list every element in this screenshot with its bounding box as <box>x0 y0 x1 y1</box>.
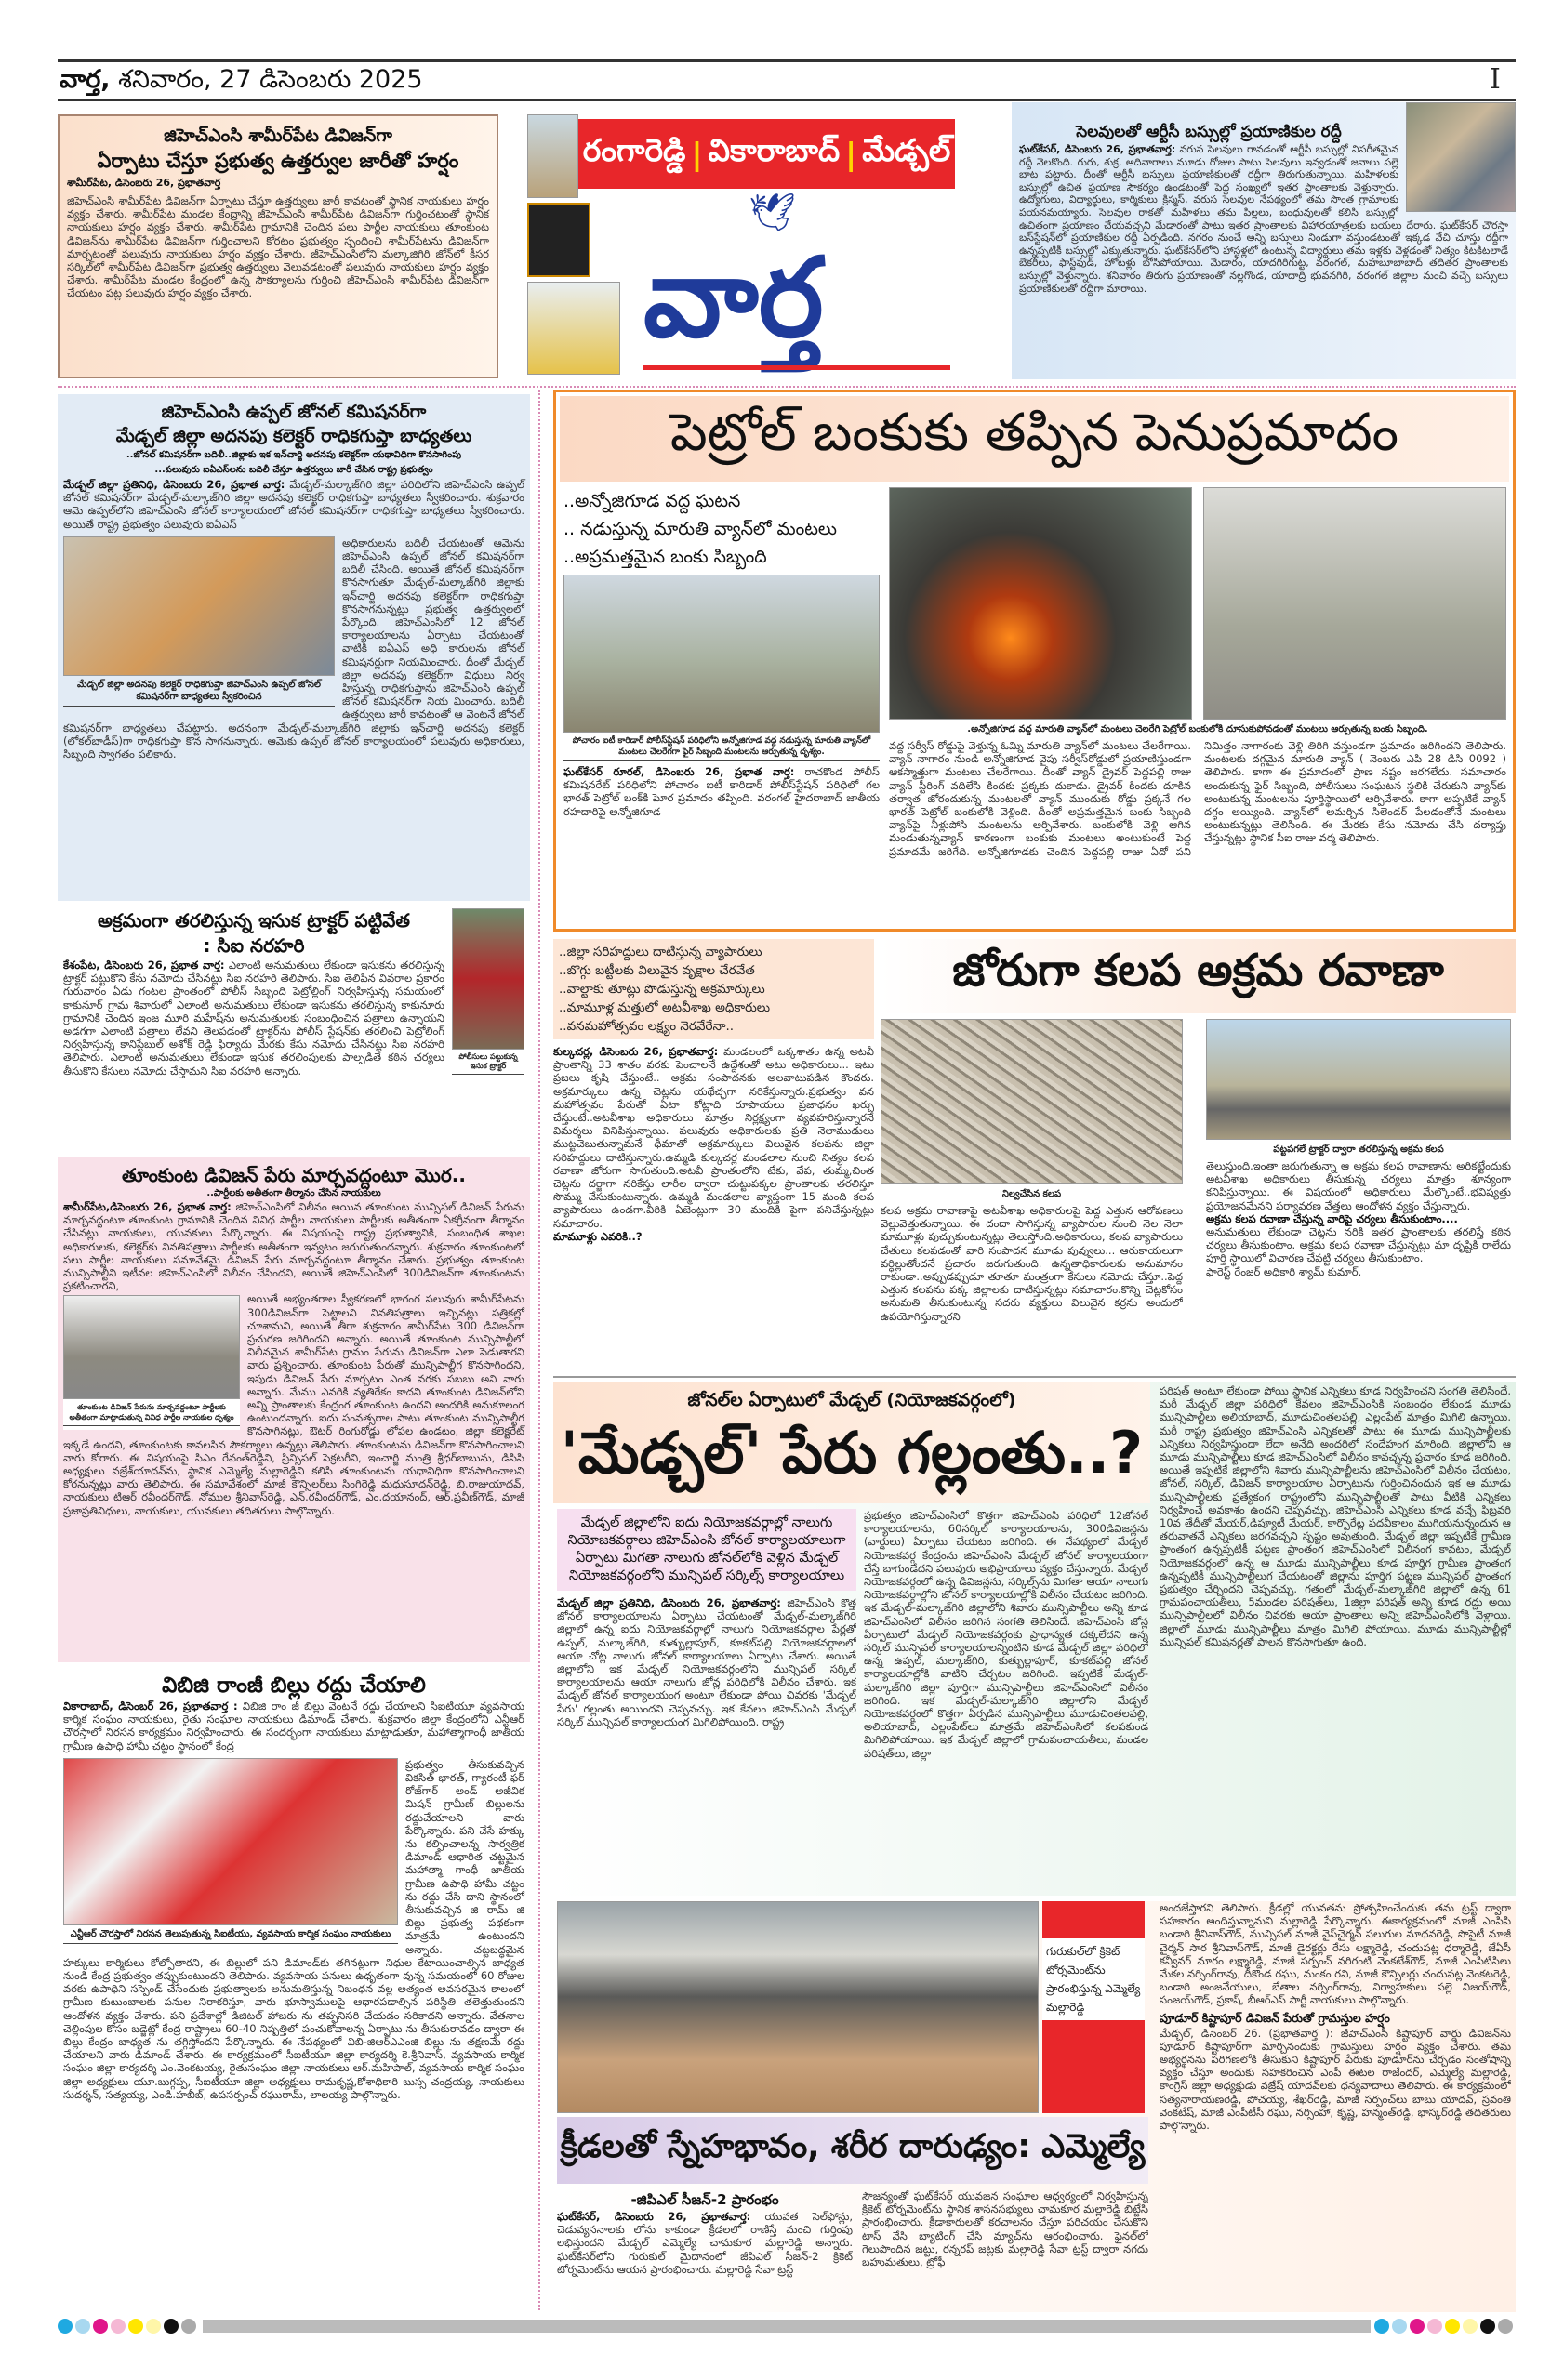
highlight-box: మేడ్చల్ జిల్లాలోని ఐదు నియోజకవర్గాల్లో నాలుగు నియోజకవర్గాలు జిహెచ్ఎంసి జోనల్ కార్యాలయాలుగా ఏర్పాటు మిగతా నాలుగు జోనల్‌లోకి వెళ్లిన మేడ్చల్ నియోజకవర్గంలోని మున్సిపల్ సర్కిల్స్ కార్యాలయాలు <box>557 1509 856 1591</box>
color-registration-dot <box>128 2319 143 2334</box>
article-body: వద్ద సర్వీస్ రోడ్డుపై వెళ్తున్న ఓమ్ని మారుతి వ్యాన్‌లో మంటలు చేలరేగాయి. వ్యాన్ నాగారం నుండి అన్నోజిగూడ వైపు సర్వీస్‌రోడ్డులో ప్రయాణిస్తుండగా ఆకస్మాత్తుగా మంటలు చేలరేగాయి. దీంతో వ్యాన్ డ్రైవర్ పెద్దపల్లి రాజు వ్యాన్ స్టీరింగ్ వదిలేసి కిందకు ప్రక్కకు దుకాడు. డ్రైవర్ కిందకు దూకిన తర్వాత జోరందుకున్న మంటలతో వ్యాన్ ముందుకు రోడ్డు ప్రక్కనే గల భారత్ పెట్రోల్ బంకులోకి వెళ్లింది. దీంతో అప్రమత్తమైన బంకు సిబ్బంది వ్యాన్‌పై నీళ్లుపోసి మంటలను ఆర్పివేశారు. బంకులోకి వెళ్లి ఆగిన మండుతున్నవ్యాన్ కారణంగా బంకుకు మంటలు అంటుకుంటే పెద్ద ప్రమాదమే జరిగేది. అన్నోజిగూడకు చెందిన పెద్దపల్లి రాజు ఏదో పని నిమిత్తం నాగారంకు వెళ్లి తిరిగి వస్తుండగా ప్రమాదం జరిగిందని తెలిపారు. మంటలకు దగ్గమైన మారుతి వ్యాన్ ( నెంబరు ఎపి 28 డిసి 0092 ) తెలిపారు. కాగా ఈ ప్రమాదంలో ప్రాణ నష్టం జరగలేదు. సమాచారం అందుకున్న ఫైర్ సిబ్బంది, పోలీసులు సంఘటన స్థలికి చేరుకుని వ్యాన్‌కు అంటుకున్న మంటలను పూర్తిస్థాయిలో ఆర్పివేశారు. కాగా అప్పటికే వ్యాన్ దగ్ధం అయ్యింది. వ్యాన్‌లో అమర్చిన సిలెండర్ పేలడంతోనే మంటలు అంటుకున్నట్లు తెలిసింది. ఈ మేరకు కేసు నమోదు చేసి దర్యాప్తు చేస్తున్నట్లు స్థానిక సీఐ రాజు వర్మ తెలిపారు. <box>889 739 1506 858</box>
brand-logo: వార్త <box>643 233 824 362</box>
dateline: శామీర్‌పేట,డిసెంబరు 26, ప్రభాత వార్త: <box>63 1200 232 1213</box>
color-marks-left <box>58 2319 199 2334</box>
photo-block <box>63 536 335 710</box>
section-divider <box>58 386 1516 388</box>
headline: సెలవులతో ఆర్టీసీ బస్సుల్లో ప్రయాణికుల రద్దీ <box>1076 123 1342 141</box>
article-body: జిహెచ్ఎంసి కొత్త జోనల్ కార్యాలయాలను ఏర్పాటు చేయటంతో మేడ్చల్-మల్కాజ్‌గిరి జిల్లాలో ఉన్న ఐదు నియోజకవర్గాల్లో నాలుగు నియోజకవర్గాల పేర్లతో ఉప్పల్, మల్కాజ్‌గిరి, కుత్బుల్లాపూర్, కూకట్‌పల్లి నియోజకవర్గాలలో ఆయా చోట్ల నాలుగు జోనల్ కార్యాలయాలు ఏర్పాటు చేశారు. అయితే జిల్లాలోని ఇక మేడ్చల్ నియోజకవర్గంలోని మున్సిపల్ సర్కిల్ కార్యాలయాలను ఆయా నాలుగు జోన్ల పరిధిలోకి విలీనం చేశారు. ఇక మేడ్చల్ జోనల్ కార్యాలయంగ అంటూ లేకుండా పోయి చివరకు 'మేడ్చల్ పేరు' గల్లంతు అయిందని చెప్పవచ్చు. ఇక కేవలం జిహెచ్ఎంసి మేడ్చల్ సర్కిల్ మున్సిపల్ కార్యాలయంగ మిగిలిపోయింది. రాష్ట్ర <box>557 1596 856 1728</box>
color-registration-dot <box>111 2319 126 2334</box>
bunk-aftermath-photo <box>1203 487 1506 720</box>
medchal-left-column <box>557 1509 856 1894</box>
photo-block <box>452 908 524 1078</box>
article-body: అందజేస్తారని తెలిపారు. క్రీడల్లో యువతను ప్రోత్సహించేందుకు తమ ట్రస్ట్ ద్వారా సహకారం అందిస్తున్నామని మల్లారెడ్డి పేర్కొన్నారు. ఈకార్యక్రమంలో మాజీ ఎంపిపి బండారి శ్రీనివాస్‌గౌడ్, మున్సిపల్ మాజీ వైస్‌చైర్మన్ పలుగుల మాధవరెడ్డి, సొసైటీ మాజీ చైర్మన్ సార శ్రీనివాస్‌గౌడ్, మాజీ డైరక్టర్లు రేసు లక్ష్మారెడ్డి, చందుపట్ల ధర్మారెడ్డి, జేఏసీ కన్వీనర్ మారం లక్ష్మారెడ్డి, మాజీ సర్పంచ్ వరిగంటి వెంకటేశ్‌గౌడ్, మాజీ ఎంపిటిసిలు మేకల నర్సింగ్‌రావు, దీకొండ రఘు, మంకం రవి, మాజీ కౌన్సిలర్లు చందుపట్ల వెంకటరెడ్డి, బండారి అంజనేయులు, బేతాల నర్సింగ్‌రావు, నిర్వాహకులు పల్లె విజయ్‌గౌడ్, సంజయ్‌గౌడ్, ప్రకాష్, బీఆర్ఎస్ పార్టీ నాయకులు పాల్గొన్నారు. <box>1160 1901 1511 2007</box>
color-registration-dot <box>1410 2319 1425 2334</box>
caption-accent <box>1042 2020 1145 2113</box>
caption-accent <box>1042 1901 1145 1938</box>
dateline: మేడ్చల్ జిల్లా ప్రతినిధి, డిసెంబరు 26, ప్రభాతవార్త: <box>557 1596 781 1609</box>
bullet-item: ..అన్నోజిగూడ వద్ద ఘటన <box>563 491 741 511</box>
color-registration-dot <box>1427 2319 1442 2334</box>
photo-caption: మేడ్చల్ జిల్లా అదనపు కలెక్టర్ రాధికగుప్తా జిహెచ్ఎంసి ఉప్పల్ జోనల్ కమిషనర్‌గా బాధ్యతలు స్వీకరించిన <box>63 676 335 707</box>
article-body: వరుస సెలవులు రావడంతో ఆర్టీసీ బస్సుల్లో విపరీతమైన రద్దీ నెలకొంది. గురు, శుక్ర, ఆదివారాలు మూడు రోజుల పాటు సెలవులు ఇవ్వడంతో జనాలు పల్లె బాట పట్టారు. దీంతో ఆర్టీసీ బస్సులు ప్రయాణికులతో రద్దీగా తిరుగుతున్నాయి. మహిళలకు బస్సుల్లో ఉచిత ప్రయాణ సౌకర్యం ఉండటంతో పెద్ద సంఖ్యలో ఇతర ప్రాంతాలకు వెళ్తున్నారు. ఉద్యోగులు, విద్యార్థులు, కార్మికులు క్రిస్మస్, వరుస సెలవుల నేపథ్యంలో తమ సొంత గ్రామాలకు పయనమయ్యారు. సెలవుల రాకతో మహిళలు తమ పిల్లలు, బంధువులతో కలిసి బస్సుల్లో ఉచితంగా ప్రయాణం చేయవచ్చని మేడారంతో పాటు ఇతర ప్రాంతాలకు విహారయాత్రలకు బయలు దేరారు. ఘట్‌కేసర్ చౌరస్తా బస్‌స్టేషన్‌లో ప్రయాణికుల రద్దీ ఏర్పడింది. నగరం నుంచే అన్ని బస్సులు నిండుగా వస్తుండటంతో ఇక్కడ వేచి చూస్తు రద్దీగా ఉన్నప్పటికీ బస్సుల్లో ఎక్కుతున్నారు. ఘట్‌కేసర్‌లోని హాస్టళ్లలో ఉంటున్న విద్యార్థులు తమ ఇళ్లకు వెళ్లడంతో నిత్యం కిటకిటలాడే బేకరీలు, ఫాస్ట్‌ఫుడ్, హోటళ్లు బోసిపోయాయి. మేడారం, యాదగిరిగుట్ట, వరంగల్, మహబూబాబాద్ తదితర ప్రాంతాలకు బస్సుల్లో వెళ్తున్నారు. శనివారం తిరుగు ప్రయాణంతో నల్లగొండ, యాదాద్రి భువనగిరి, వరంగల్ జిల్లాల నుంచి వచ్చే బస్సులు ప్రయాణికులతో రద్దీగా మారాయి. <box>1019 143 1508 295</box>
burning-van-photo <box>889 487 1192 720</box>
photo-block <box>63 1758 398 1948</box>
headline-band <box>553 1382 1150 1503</box>
district-name: రంగారెడ్డి <box>582 132 686 168</box>
landmark-photo <box>527 282 620 375</box>
article-body: ప్రభుత్వం జిహెచ్ఎంసిలో కొత్తగా జిహెచ్ఎంసి పరిధిలో 12జోనల్ కార్యాలయాలను, 60సర్కిల్ కార్యాలయాలను, 300డివిజన్లను (వార్డులు) ఏర్పాటు చేయటం జరిగింది. ఈ నేపథ్యంలో మేడ్చల్ నియోజకవర్గ కేంద్రంను జిహెచ్ఎంసి మేడ్చల్ జోనల్ కార్యాలయంగా చేస్తే బాగుండేదని పలువురు అభిప్రాయాలు వ్యక్తం చేస్తున్నారు. మేడ్చల్ నియోజకవర్గంలో ఉన్న డివిజన్లను, సర్కిల్స్‌ను మిగతా ఆయా నాలుగు నియోజకవర్గాల్లోని జోనల్ కార్యాలయాల్లోకి విలీనం చేయటం జరిగింది. ఇక మేడ్చల్-మల్కాజ్‌గిరి జిల్లాలోని శివారు మున్సిపాల్టీలు అన్ని కూడ జిహెచ్ఎంసిలో విలీనం జరిగిన సంగతి తెలిసిందే. జిహెచ్ఎంసి జోన్ల ఏర్పాటులో మేడ్చల్ నియోజకవర్గంకు ప్రాధాన్యత దక్కలేదని ఉన్న సర్కిల్ మున్సిపల్ కార్యాలయాలన్నింటిని కూడ మేడ్చల్ జిల్లా పరిధిలో ఉన్న ఉప్పల్, మల్కాజ్‌గిరి, కుత్బుల్లాపూర్, కూకట్‌పల్లి జోనల్ కార్యాలయాల్లోకి వాటిని చేర్చటం జరిగింది. ఇప్పటికే మేడ్చల్-మల్కాజ్‌గిరి జిల్లా పూర్తిగా మున్సిపాల్టీలు జిహెచ్ఎంసిలో విలీనం జరిగింది. ఇక మేడ్చల్-మల్కాజ్‌గిరి జిల్లాలోని మేడ్చల్ నియోజకవర్గంలో కొత్తగా ఏర్పడిన మున్సిపాల్టీలు మూడుచింతలపల్లి, అలియాబాద్, ఎల్లంపేట్‌లు మాత్రమే జిహెచ్ఎంసిలో కలపకుండ మిగిలిపోయాయి. ఇక మేడ్చల్ జిల్లాలో గ్రామపంచాయతీలు, మండల పరిషత్‌లు, జిల్లా <box>864 1509 1148 1760</box>
bullet-item: ..వనమహోత్సవం లక్ష్యం నెరవేరేనా.. <box>559 1019 735 1034</box>
dateline: కుల్కచర్ల, డిసెంబరు 26, ప్రభాతవార్త: <box>553 1045 719 1058</box>
article-body: జిహెచ్ఎంసిలో విలీనం అయిన తూంకుంట మున్సిపల్ డివిజన్ పేరును మార్చవద్దంటూ తూంకుంట గ్రామానికి చెందిన వివిధ పార్టీల నాయకులు పార్టీలకు అతీతంగా ఏకగ్రీవంగా తీర్మానం చేసినట్లు నాయకులు, యువకులు పేర్కొన్నారు. ఈ విషయంపై రాష్ట్ర ప్రభుత్వానికి, సంబంధిత శాఖల అధికారులకు, కలెక్టర్‌కు వినతిపత్రాలు పార్టీలకు అతీతంగా ఇవ్వటం జరుగుతుందన్నారు. శుక్రవారం తూంకుంటలో పలు పార్టీల నాయకులు సమావేశమై డివిజన్ పేరు మార్చవద్దంటూ తీర్మానం చేశారు. ప్రభుత్వం తూంకుంట మున్సిపాల్టీని ఇటీవల జిహెచ్ఎంసిలో విలీనం చేసిందని, అయితే జిహెచ్ఎంసిలో 300డివిజన్‌గా తూంకుంటను ప్రకటించారని, <box>63 1200 525 1293</box>
logo-underline <box>643 365 950 370</box>
photo-caption: .అన్నోజిగూడ వద్ద మారుతి వ్యాన్‌లో మంటలు చెలరేగి పెట్రోల్ బంకులోకి దూసుకుపోవడంతో మంటలు ఆర్పుతున్న బంకు సిబ్బంది. <box>967 724 1428 734</box>
leaders-group-photo <box>63 1295 240 1399</box>
bullet-item: ..అప్రమత్తమైన బంకు సిబ్బంది <box>563 547 767 567</box>
photo-caption: నిల్వచేసిన కలప <box>1001 1189 1062 1199</box>
subheadline: ...పలువురు ఐఏఎస్‌లను బదిలీ చేస్తూ ఉత్తర్వులు జారీ చేసిన రాష్ట్ర ప్రభుత్వం <box>154 465 433 475</box>
color-registration-dot <box>75 2319 90 2334</box>
headline: జోరుగా కలప అక్రమ రవాణా <box>881 939 1516 1013</box>
article-cricket-tournament <box>553 1901 1516 2312</box>
page-header <box>60 65 423 100</box>
headline: ఏర్పాటు చేస్తూ ప్రభుత్వ ఉత్తర్వుల జారీతో హర్షం <box>97 150 459 172</box>
headline: జిహెచ్ఎంసి శామీర్‌పేట డివిజన్‌గా <box>164 126 392 146</box>
bus-station-photo <box>1406 102 1516 212</box>
bullet-item: ..మామూళ్ల మత్తులో అటవీశాఖ అధికారులు <box>559 1000 771 1015</box>
fire-crew-photo <box>563 575 880 733</box>
dateline: మేడ్చల్ జిల్లా ప్రతినిధి, డిసెంబరు 26, ప్రభాత వార్త: <box>63 478 285 491</box>
headline: విబిజి రాంజీ బిల్లు రద్దు చేయాలి <box>162 1673 426 1698</box>
photo-block <box>63 1295 240 1430</box>
headline: తూంకుంట డివిజన్ పేరు మార్చవద్దంటూ మొర.. <box>122 1164 466 1186</box>
subheading: అక్రమ కలప రవాణా చేస్తున్న వారిపై చర్యలు తీసుకుంటాం.... <box>1206 1211 1458 1225</box>
subheadline: ..జోనల్ కమిషనర్‌గా బదిలీ..జిల్లాకు ఇక ఇన్‌చార్జి అదనపు కలెక్టర్‌గా యథావిధిగా కొనసాగింపు <box>126 450 462 460</box>
color-registration-dot <box>146 2319 161 2334</box>
dove-icon: 🕊 <box>749 192 796 234</box>
article-medchal-name <box>553 1382 1516 1896</box>
petrol-left-column <box>563 487 880 928</box>
color-registration-dot <box>164 2319 179 2334</box>
color-registration-dot <box>1498 2319 1513 2334</box>
article-body: మేడ్చల్, డిసెంబర్ 26. (ప్రభాతవార్త ): జీహెచ్ఎంసీ కిష్టాపూర్ వార్డు డివిజన్‌ను పూడూర్ కిష్టాపూర్‌గా మార్చినందుకు గ్రామస్తులు హర్షం వ్యక్తం చేశారు. తమ అభ్యర్థనను పరిగణలోకి తీసుకుని కిష్టాపూర్ పేరుకు పూడూర్‌ను చేర్చడం సంతోషాన్ని వ్యక్తం చేస్తూ అందుకు సహకరించిన ఎంపీ ఈటల రాజేందర్, ఎమ్మెల్యే మల్లారెడ్డి, కాంగ్రెస్ జిల్లా అధ్యక్షుడు వజ్రేష్ యాదవ్‌లకు ధన్యవాదాలు తెలిపారు. ఈ కార్యక్రమంలో సత్యనారాయణరెడ్డి, పోచయ్య, శేఖర్‌రెడ్డి, మాజీ సర్పంచ్‌లు బాబు యాదవ్, స్రవంతి వెంకటేష్, మాజీ ఎంపీటీసీ రఘు, నర్సింహా, కృష్ణ, హన్మంత్‌రెడ్డి, భాస్కర్‌రెడ్డి తదితరులు పాల్గొన్నారు. <box>1160 2026 1511 2133</box>
headline: జిహెచ్ఎంసి ఉప్పల్ జోనల్ కమిషనర్‌గా <box>161 402 427 422</box>
article-vbg-bill <box>58 1668 530 2309</box>
article-body: యువత సెల్‌ఫోన్లు, చెడువ్యసనాలకు లోను కాకుండా క్రీడలలో రాణిస్తే మంచి గుర్తింపు లభిస్తుందని మేడ్చల్ ఎమ్మెల్యే చామకూర మల్లారెడ్డి అన్నారు. ఘట్‌కేసర్‌లోని గురుకుల్ మైదానంలో జీపిఎల్ సీజన్-2 క్రికెట్ టోర్నమెంట్‌ను ఆయన ప్రారంభించారు. మల్లారెడ్డి సేవా ట్రస్ట్ <box>557 2210 853 2276</box>
bullet-item: ..జిల్లా సరిహద్దులు దాటిస్తున్న వ్యాపారులు <box>559 945 762 959</box>
district-banner <box>578 119 955 189</box>
headline: అక్రమంగా తరలిస్తున్న ఇసుక ట్రాక్టర్ పట్టివేత <box>98 909 410 932</box>
header-date: శనివారం, 27 డిసెంబరు 2025 <box>118 65 423 94</box>
headline: 'మేడ్చల్' పేరు గల్లంతు..? <box>560 1419 1144 1487</box>
subheadline: ..పార్టీలకు అతీతంగా తీర్మానం చేసిన నాయకులు <box>206 1188 381 1198</box>
district-name: వికారాబాద్ <box>708 132 841 168</box>
dateline: వికారాబాద్, డిసెంబర్ 26, ప్రభాతవార్త : <box>63 1699 238 1712</box>
article-body: రాచకొండ పోలీస్ కమిషనరేట్ పరిధిలోని పోచారం ఐటీ కారిడార్ పోలీస్‌స్టేషన్ పరిధిలో గల భారత్ పెట్రోల్ బంక్‌కి ఘోర ప్రమాదం తప్పింది. వరంగల్ హైదరాబాద్ జాతీయ రహదారిపై అన్నోజిగూడ <box>563 765 880 818</box>
subheading: పూడూర్ కిష్టాపూర్ డివిజన్ పేరుతో గ్రామస్తుల హర్షం <box>1160 2010 1390 2025</box>
headline: : సిఐ నరహరి <box>203 934 305 957</box>
photo-caption: ఎన్టీఆర్ చౌరస్తాలో నిరసన తెలుపుతున్న సిఐటీయు, వ్యవసాయ కార్మిక సంఘం నాయకులు <box>63 1925 398 1944</box>
color-registration-dot <box>181 2319 196 2334</box>
dateline: ఘట్‌కేసర్ రూరల్, డిసెంబరు 26, ప్రభాత వార్త: <box>563 765 795 778</box>
bullet-item: ..వాల్టాకు తూట్లు పొడుస్తున్న అక్రమార్కులు <box>559 982 765 997</box>
photo-caption: పోచారం ఐటీ కారిడార్ పోలీస్‌స్టేషన్ పరిధిలోని అన్నోజిగూడ వద్ద నడుస్తున్న మారుతి వ్యాన్‌లో మంటలు చెలరేగగా ఫైర్ సిబ్బంది మంటలను ఆర్పుతున్న దృశ్యం. <box>563 733 880 761</box>
photo-caption: పట్టపగలే ట్రాక్టర్ ద్వారా తరలిస్తున్న అక్రమ కలప <box>1273 1144 1444 1155</box>
edition-logo <box>527 114 955 384</box>
photo-caption-box <box>1042 1901 1145 2113</box>
photo-caption: గురుకుల్‌లో క్రికెట్ టోర్నమెంట్‌ను ప్రారంభిస్తున్న ఎమ్మెల్యే మల్లారెడ్డి <box>1046 1945 1141 2014</box>
petrol-right-column <box>889 487 1506 928</box>
article-shamirpet <box>58 114 498 378</box>
dateline: కేశంపేట, డిసెంబరు 26, ప్రభాత వార్త: <box>63 959 225 972</box>
headline: పెట్రోల్ బంకుకు తప్పిన పెనుప్రమాదం <box>560 396 1509 482</box>
timber-tractor-photo <box>1206 1019 1511 1140</box>
bullet-item: .. నడుస్తున్న మారుతి వ్యాన్‌లో మంటలు <box>563 519 837 539</box>
tractor-photo <box>452 908 524 1050</box>
color-registration-dot <box>93 2319 108 2334</box>
article-body: అధికారులను బదిలీ చేయటంతో ఆమెను జిహెచ్ఎంసి ఉప్పల్ జోనల్ కమిషనర్‌గా బదిలీ చేసింది. అయితే జోనల్ కమిషనర్‌గా కొనసాగుతూ మేడ్చల్-మల్కాజ్‌గిరి జిల్లాకు ఇన్‌చార్జి అదనపు కలెక్టర్‌గా రాధికగుప్తా కొనసాగనున్నట్లు ప్రభుత్వ ఉత్తర్వులలో పేర్కొంది. జిహెచ్ఎంసిలో 12 జోనల్ కార్యాలయాలను ఏర్పాటు చేయటంతో వాటికి ఐఏఎస్ అధి కారులను జోనల్ కమిషనర్లుగా నియమించారు. దీంతో మేడ్చల్ జిల్లా అదనపు కలెక్టర్‌గా విధులు నిర్వ హిస్తున్న రాధికగుప్తాను జిహెచ్ఎంసి ఉప్పల్ జోనల్ కమిషనర్‌గా నియ మించారు. బదిలీ ఉత్తర్వులు జారీ కావటంతో ఆ వెంటనే జోనల్ కమిషనర్‌గా బాధ్యతలు చేపట్టారు. అదనంగా మేడ్చల్-మల్కాజ్‌గిరి జిల్లాకు ఇన్‌చార్జి అదనపు కలెక్టర్ (లోకల్‌బాడీస్)గా రాధికగుప్తా కొన సాగనున్నారు. ఆమెకు ఉప్పల్ జోనల్ కార్యాలయంలో పలువురు అధికారులు, సిబ్బంది స్వాగతం పలికారు. <box>63 536 524 761</box>
article-body: మండలంలో ఒక్కశాతం ఉన్న అటవీ ప్రాంతాన్ని 33 శాతం వరకు పెంచాలనే ఉద్దేశంతో అటు అధికారులు... ఇటు ప్రజలు కృషి చేస్తుంటే.. అక్రమ సంపాదనకు అలవాటుపడిన కొందరు. అక్రమార్కులు ఉన్న చెట్లను యథేచ్ఛగా నరికేస్తున్నారు.ప్రభుత్వం వన మహోత్సవం పేరుతో ఏటా కోట్లాది రూపాయలు ప్రజాధనం ఖర్చు చేస్తుంటే..అటవీశాఖ అధికారులు మాత్రం నిర్లక్ష్యంగా వ్యవహరిస్తున్నారనే విమర్శలు వినిపిస్తున్నాయి. పలువురు అధికారులకు ప్రతి నెలాముడులు ముట్టచెబుతున్నామనే ధీమాతో అక్రమార్కులు విలువైన కలపను జిల్లా సరిహద్దులు దాటిస్తున్నారు.ఉమ్మడి కుల్కచర్ల మండలాల నుంచి నిత్యం కలప రవాణా జోరుగా సాగుతుంది.అటవీ ప్రాంతంలోని టేకు, వేప, తుమ్మ,చింత చెట్లను దర్జాగా నరికేస్తు లారీల ద్వారా చుట్టుపక్కల ప్రాంతాలకు తరలిస్తూ సొమ్ము చేసుకుంటున్నారు. ఉమ్మడి మండలాల వ్యాప్తంగా 15 మంది కలప వ్యాపారులు ఉండగా.వీరికి ఏజెంట్లుగా 30 మందికి పైగా పనిచేస్తున్నట్లు సమాచారం. <box>553 1045 874 1230</box>
article-body: అనుమతులు లేకుండా చెట్లను నరికి ఇతర ప్రాంతాలకు తరలిస్తే కఠిన చర్యలు తీసుకుంటాం. అక్రమ కలప రవాణా చేస్తున్నట్లు మా దృష్టికి రాలేదు పూర్తి స్థాయిలో విచారణ చేపట్టి చర్యలు తీసుకుంటాం. <box>1206 1225 1511 1265</box>
article-uppal-commissioner <box>58 394 530 901</box>
cricket-inauguration-photo <box>557 1901 1039 2113</box>
kalapa-right-column <box>1206 1019 1511 1374</box>
article-body: తెలుస్తుంది.ఇంతా జరుగుతున్నా ఆ అక్రమ కలప రావాణాను అరికట్టేందుకు అటవీశాఖ అధికారులు తీసుకున్న చర్యలు మాత్రం శూన్యంగా కనిపిస్తున్నాయి. ఈ విషయంలో అధికారులు మేల్కొంటే..భవిష్యత్తు ప్రయోజనమేనని పర్యావరణ వేత్తలు ఆందోళన వ్యక్తం చేస్తున్నారు. <box>1206 1159 1511 1212</box>
article-body: జిహెచ్ఎంసి శామీర్‌పేట డివిజన్‌గా ఏర్పాటు చేస్తూ ఉత్తర్వులు జారీ కావటంతో స్థానిక నాయకులు హర్షం వ్యక్తం చేశారు. శామీర్‌పేట మండల కేంద్రాన్ని జీహెచ్ఎంసి శామీర్‌పేట డివిజన్‌గా గుర్తించటంతో స్థానిక నాయకులు హర్షం వ్యక్తం చేశారు. శామీర్‌పేట గ్రామానికి చెందిన పలు పార్టీల నాయకులు తూంకుంట డివిజన్‌ను శామీర్‌పేట డివిజన్‌గా గుర్తించాలని కోరటం ప్రభుత్వం స్పందించి శామీర్‌పేటను డివిజన్‌గా మార్చటంతో పలువురు నాయకులు హర్షం వ్యక్తం చేశారు. జీహెచ్ఎంసిలోని మల్కాజిగిరి జోన్‌లో కీసర సర్కిల్‌లో శామీర్‌పేట డివిజన్‌గా ప్రభుత్వ ఉత్తర్వులు వెలువడటంతో పలువురు నాయకులు హర్షం వ్యక్తం చేశారు. శామీర్‌పేట మండల కేంద్రంలో ఉన్న సౌకర్యాలను గుర్తించి జీహెచ్ఎంసి శామీర్‌పేట డివిజన్‌గా చేయటం పట్ల పలువురు హర్షం వ్యక్తం చేశారు. <box>67 194 489 300</box>
article-body: మేడ్చల్-మల్కాజ్‌గిరి జిల్లా పరిధిలోని జిహెచ్ఎంసి ఉప్పల్ జోనల్ కమిషనర్‌గా మేడ్చల్-మల్కాజ్‌గిరి జిల్లా అదనపు కలెక్టర్ రాధికగుప్తా బాధ్యతలు స్వీకరించారు. శుక్రవారం ఆమె ఉప్పల్‌లోని జిహెచ్ఎంసి జోనల్ కార్యాలయంలో జోనల్ కమిషనర్‌గా రాధికగుప్తా బాధ్యతలు స్వీకరించారు. అయితే రాష్ట్ర ప్రభుత్వం పలువురు ఐఏఎస్ <box>63 478 525 531</box>
photo-row <box>889 487 1506 720</box>
subheadline: -జిపిఎల్ సీజన్-2 ప్రారంభం <box>630 2191 779 2208</box>
article-petrol-bunk <box>553 390 1516 932</box>
article-rtc-rush <box>1012 102 1516 379</box>
headline: మేడ్చల్ జిల్లా అదనపు కలెక్టర్ రాధికగుప్తా బాధ్యతలు <box>115 426 472 446</box>
photo-caption: పోలీసులు పట్టుకున్న ఇసుక ట్రాక్టర్ <box>452 1050 524 1075</box>
registration-bar <box>58 2318 1516 2334</box>
article-body: ఎలాంటి అనుమతులు లేకుండా ఇసుకను తరలిస్తున్న ట్రాక్టర్ పట్టుకొని కేసు నమోదు చేసినట్లు సిఐ నరహరి తెలిపారు. సిఐ తెలిపిన వివరాల ప్రకారం గురువారం ఏడు గంటల ప్రాంతంలో పోలీస్ సిబ్బంది పెట్రోల్లింగ్ నిర్వహిస్తున్న సమయంలో కాకునూర్ గ్రామ శివారులో ఎలాంటి అనుమతులు లేకుండా ఇసుకను తరలిస్తున్న కాకునూరు గ్రామానికి చెందిన ఇంజ మూరి మహేష్‌ను అనుమతులకు సంబంధించిన పత్రాలు ఉన్నాయని అడగగా ఎలాంటి పత్రాలు లేవని తెలపడంతో ట్రాక్టర్‌ను పోలీస్ స్టేషన్‌కు తరలించి పెట్రోలింగ్ నిర్వహిస్తున్న కానిస్టేబుల్ అశోక్ రెడ్డి ఫిర్యాదు మేరకు కేసు నమోదు చేసినట్లు సిఐ నరహరి తెలిపారు. ఎలాంటి అనుమతులు లేకుండా ఇసుక తరలింపులకు పాల్పడితే కఠిన చర్యలు తీసుకొని కేసులు నమోదు చేస్తామని సిఐ నరహరి అన్నారు. <box>63 959 444 1078</box>
district-name: మేడ్చల్ <box>862 132 951 168</box>
kalapa-left-column <box>553 939 874 1374</box>
article-timber-smuggling <box>553 939 1516 1378</box>
kicker: జోనల్‌ల ఏర్పాటులో మేడ్చల్ (నియోజకవర్గంలో) <box>687 1390 1016 1410</box>
page-number: I <box>1490 63 1501 96</box>
separator: | <box>691 136 703 172</box>
color-registration-dot <box>1374 2319 1389 2334</box>
article-body: పరిషత్ అంటూ లేకుండా పోయి స్థానిక ఎన్నికలు కూడ నిర్వహించని సంగతి తెలిసిందే. మరీ మేడ్చల్ జిల్లా పరిధిలో కేవలం జిహెచ్ఎంసికి సంబంధం లేకుండ మూడు మున్సిపాల్టీలు అలియాబాద్, మూడుచింతలపల్లి, ఎల్లంపేట్ మాత్రం మిగిలి ఉన్నాయి. మరీ రాష్ట్ర ప్రభుత్వం జిహెచ్ఎంసి ఎన్నికలతో పాటు ఈ మూడు మున్సిపాల్టీలకు ఎన్నికలు నిర్వహిస్తుందా లేదా అనేది అందరిలో సందేహంగ మారింది. జిల్లాలోని ఆ మూడు మున్సిపాల్టీలు కూడ జిహెచ్ఎంసిలో విలీనం కావచ్చన్న ప్రచారం కూడ జరిగింది. అయితే ఇప్పటికే జిల్లాలోని శివారు మున్సిపాల్టీలను జిహెచ్ఎంసిలో విలీనం చేయటం, జోనల్, సర్కిల్, డివిజన్ కార్యాలయాల ఏర్పాటును గుర్తించినందున ఇక ఆ మూడు మున్సిపాల్టీలకు ప్రత్యేకంగ రాష్ట్రంలోని మున్సిపాల్టీలతో పాటు వీటికి ఎన్నికలు నిర్వహించే అవకాశం ఉందని చెప్పవచ్చు. జిహెచ్ఎంసి ఎన్నికలు కూడ వచ్చే ఫిబ్రవరి 10వ తేదీతో మేయర్,డిప్యూటీ మేయర్, కార్పొరేట్ల పదవీకాలం ముగియనున్నందున ఆ తరువాతనే ఎన్నికలు జరగవచ్చని స్పష్టం అవుతుంది. మేడ్చల్ జిల్లా ఇప్పటికే గ్రామీణ ప్రాంతంగ ఉన్నప్పటికీ పట్టణ ప్రాంతంగ జిహెచ్ఎంసిలో విలీనంగ కావటం, మేడ్చల్ నియోజకవర్గంలో ఉన్న ఆ మూడు మున్సిపాల్టీలు కూడ పూర్తిగ గ్రామీణ ప్రాంతంగ ఉన్నప్పటికీ మున్సిపాల్టీలుగ చేయటంతో జిల్లాను పూర్తిగ పట్టణ మున్సిపల్ ప్రాంతంగ ప్రభుత్వం చేర్చిందని చెప్పవచ్చు. గతంలో మేడ్చల్-మల్కాజ్‌గిరి జిల్లాలో ఉన్న 61 గ్రామపంచాయతీలు, 5మండల పరిషత్‌లు, 1జిల్లా పరిషత్ అన్ని కూడ రద్దు అయి మున్సిపాల్టీలలో విలీనం చివరకు ఆయా ప్రాంతాలు అన్ని జిహెచ్ఎంసిలోకి వెళ్లాయి. జిల్లాలో మూడు మున్సిపాల్టీలు మాత్రం మిగిలి పోయాయి. మూడు మున్సిపాల్టీల్లో మున్సిపల్ కమిషనర్లతో పాలన కొనసాగుతూ ఉంది. <box>1160 1384 1511 1648</box>
color-registration-dot <box>1392 2319 1407 2334</box>
headline: క్రీడలతో స్నేహభావం, శరీర దారుఢ్యం: ఎమ్మెల్యే <box>557 2117 1148 2184</box>
dateline: శామీర్‌పేట, డిసెంబరు 26, ప్రభాతవార్త <box>67 177 221 189</box>
masthead-name: వార్త, <box>60 65 111 94</box>
subheading: మామూళ్లు ఎవరికి..? <box>553 1229 643 1243</box>
article-thoomkunta <box>58 1157 530 1662</box>
photo-caption: తూంకుంట డివిజన్ పేరును మార్చవద్దంటూ పార్టీలకు అతీతంగా మాట్లాడుతున్న వివిధ పార్టీల నాయకుల దృశ్యం <box>63 1399 240 1426</box>
kalapa-middle-column <box>881 1019 1183 1374</box>
separator: | <box>845 136 857 172</box>
article-sand-tractor <box>58 905 530 1153</box>
collector-photo <box>63 536 335 676</box>
deity-photo <box>527 203 590 277</box>
header-bottom-rule <box>58 99 1516 101</box>
article-body: విబిజి రాం జీ బిల్లు వెంటనే రద్దు చేయాలని సిఐటియూ వ్యవసాయ కార్మిక సంఘం నాయకులు, రైతు సంఘాల నాయకులు డిమాండ్ చేశారు. శుక్రవారం జిల్లా కేంద్రంలోని ఎన్టీఆర్ చౌరస్తాలో నిరసన కార్యక్రమం నిర్వహించారు. ఈ సందర్భంగా నాయకులు మాట్లాడుతూ, మహాత్మాగాంధీ జాతీయ గ్రామీణ ఉపాధి హామీ చట్టం స్థానంలో కేంద్ర <box>63 1699 525 1752</box>
bullet-list <box>553 939 874 1039</box>
signoff: ఫారెస్ట్ రేంజర్ అధికారి శ్యామ్ కుమార్. <box>1206 1264 1362 1278</box>
color-marks-right <box>1374 2319 1516 2334</box>
color-registration-dot <box>58 2319 73 2334</box>
article-body: అయితే అభ్యంతరాల స్వీకరణలో భాగంగ పలువురు శామీర్‌పేటను 300డివిజన్‌గా పెట్టాలని వినతిపత్రాలు ఇచ్చినట్లు పత్రికల్లో చూశామని, అయితే తీరా శుక్రవారం శామీర్‌పేట 300 డివిజన్‌గా ప్రచురణ జరిగిందని అన్నారు. అయితే తూంకుంట మున్సిపాల్టీలో విలీనమైన శామీర్‌పేట గ్రామం పేరును డివిజన్‌గా ఎలా పెడుతారని వారు ప్రశ్నించారు. తూంకుంట పేరుతో మున్సిపాల్టీగ కొనసాగిందని, ఇపుడు డివిజన్ పేరు మార్చటం ఎంత వరకు సబబు అని వారు అన్నారు. మేము ఎవరికి వ్యతిరేకం కాదని తూంకుంట డివిజన్‌లోని అన్ని ప్రాంతాలకు కేంద్రంగ తూంకుంట ఉందని అందరికి అనుకూలంగ ఉంటుందన్నారు. ఐదు సంవత్సరాల పాటు తూంకుంట మున్సిపాల్టీగ కొనసాగినట్లు, ఔటర్ రింగురోడ్డు లోపల ఉండటం, జిల్లా కలెక్టరేట్ ఇక్కడే ఉందని, తూంకుంటకు కావలసిన సౌకర్యాలు ఉన్నట్లు తెలిపారు. తూంకుంటను డివిజన్‌గా కొనసాగించాలని వారు కోరారు. ఈ విషయంపై సిఎం రేవంత్‌రెడ్డిని, ప్రిన్సిపల్ సెక్రటరీని, ఇంచార్జి మంత్రి శ్రీధర్‌బాబును, డిసిసి అధ్యక్షులు వజ్రేశ్‌యాదవ్‌ను, స్థానిక ఎమ్మెల్యే మల్లారెడ్డిని కలిసి తూంకుంటను యధావిధిగా కొనసాగించాలని కోరనున్నట్లు వారు తెలిపారు. ఈ సమావేశంలో మాజీ కౌన్సిలర్‌లు సింగిరెడ్డి మధుసూదన్‌రెడ్డి, బి.రాజుయాదవ్, నాయకులు టిఆర్ రవీందర్‌గౌడ్, నోముల శ్రీనివాస్‌రెడ్డి, ఎన్.రవీందర్‌గౌడ్, ఎం.దయానంద్, ఆర్.ప్రవీణ్‌గౌడ్, మాజీ ప్రజాప్రతినిధులు, నాయకులు, యువకులు తదితరులు పాల్గొన్నారు. <box>63 1292 524 1517</box>
gray-strip <box>203 2320 1371 2333</box>
column-divider <box>538 390 540 2310</box>
article-body: సౌజన్యంతో ఘట్‌కేసర్ యువజన సంఘాల ఆధ్వర్యంలో నిర్వహిస్తున్న క్రికెట్ టోర్నమెంట్‌ను స్థానిక శాసనసభ్యులు చామకూర మల్లారెడ్డి బిట్టేసి ప్రారంభించారు. క్రీడాకారులతో కరచాలనం చేస్తూ పరిచయం చేసుకొని టాస్ వేసి బ్యాటింగ్ చేసి మ్యాచ్‌ను ఆరంభించారు. ఫైనల్‌లో గెలుపొందిన జట్టు, రన్నరప్ జట్లకు మల్లారెడ్డి సేవా ట్రస్ట్ ద్వారా నగదు బహుమతులు, ట్రోఫీ <box>862 2189 1148 2269</box>
temple-photo <box>527 114 578 198</box>
bullet-item: ..బొగ్గు బట్టీలకు విలువైన వృక్షాల చేరవేత <box>559 963 755 978</box>
bullet-list <box>563 487 880 571</box>
header-top-rule <box>58 60 1516 62</box>
dateline: ఘట్‌కేసర్, డిసెంబరు 26, ప్రభాతవార్త: <box>1019 143 1176 155</box>
dateline: ఘట్‌కేసర్, డిసెంబరు 26, ప్రభాతవార్త: <box>557 2210 751 2223</box>
color-registration-dot <box>1463 2319 1478 2334</box>
article-body: ప్రభుత్వం తీసుకువచ్చిన వికసిత్ భారత్, గ్యారంటీ ఫర్ రోజ్‌గార్ అండ్ అజీవిక మిషన్ గ్రామీణ్ బిల్లులను రద్దుచేయాలని వారు పేర్కొన్నారు. పని చేసే హక్కు ను కల్పించాలన్న సార్వత్రిక డిమాండ్ ఆధారిత చట్టమైన మహాత్మా గాంధీ జాతీయ గ్రామీణ ఉపాధి హామీ చట్టం ను రద్దు చేసి దాని స్థానంలో తీసుకువచ్చిన జి రామ్ జి బిల్లు ప్రభుత్వ పథకంగా మాత్రమే ఉంటుందని అన్నారు. చట్టబద్ధమైన హక్కులు కార్మికులు కోల్పోతారని, ఈ బిల్లులో పని డిమాండ్‌కు తగినట్లుగా నిధుల కేటాయించాల్సిన బాధ్యత నుండి కేంద్ర ప్రభుత్వం తప్పుకుంటుందని తెలిపారు. వ్యవసాయ పనులు ఉధృతంగా వున్న సమయంలో 60 రోజుల వరకు ఉపాధిని సస్పెండ్ చేసేందుకు ప్రభుత్వాలకు అనుమతిస్తున్న నిబంధన వల్ల అత్యంత అవసరమైన కాలంలో గ్రామీణ కుటుంబాలకు పనుల నిరాకరిస్తూ, వారు భూస్వాములపై ఆధారపడాల్సిన పరిస్థితి తలెత్తుతుందని ఆందోళన వ్యక్తం చేశారు. పని ప్రదేశాల్లో డిజిటల్ హాజరు ను తప్పనిసరి చేయడం సరికాదని అన్నారు. వేతనాల చెల్లింపుల కోసం బడ్జెట్లో కేంద్ర రాష్ట్రాలు 60-40 నిష్పత్తిలో పంచుకోవాలన్న ఏర్పాటు ను తీసుకురావడం ద్వారా ఈ బిల్లు కేంద్రం బాధ్యత ను తగ్గిస్తోందని పేర్కొన్నారు. ఈ నేపథ్యంలో విబి-జిఆర్ఎఎంజి బిల్లు ను తక్షణమే రద్దు చేయాలని వారు డిమాండ్ చేశారు. ఈ కార్యక్రమంలో సీఐటీయూ జిల్లా కార్యదర్శి కె.శ్రీనివాస్, వ్యవసాయ కార్మిక సంఘం జిల్లా కార్యదర్శి ఎం.వెంకటయ్య, రైతుసంఘం జిల్లా నాయకులు ఆర్.మహిపాల్, వ్యవసాయ కార్మిక సంఘం జిల్లా అధ్యక్షులు యూ.బుగ్గప్ప, సీఐటీయూ జిల్లా అధ్యక్షులు రామకృష్ణ,కోశాధికారి బుస్స చంద్రయ్య, నాయకులు సుదర్శన్, సత్యయ్య, ఎండి.హబీబ్, ఉపసర్పంచ్ రఘురామ్, లాలయ్య పాల్గొన్నారు. <box>63 1757 524 2101</box>
stacked-timber-photo <box>881 1019 1183 1184</box>
color-registration-dot <box>1480 2319 1495 2334</box>
article-body: కలప అక్రమ రావాణాపై అటవీశాఖ అధికారులపై పెద్ద ఎత్తున ఆరోపణలు వెల్లువెత్తుతున్నాయి. ఈ దందా సాగిస్తున్న వ్యాపారుల నుంచి నెల నెలా మామూళ్లు పుచ్చుకుంటున్నట్లు తెలుస్తోంది.అధికారులు, కలప వ్యాపారులు చేతులు కలపడంతో వారి సంపాదన మూడు పువ్వులు... ఆరుకాయలుగా వర్ధిల్లుతోందనే ప్రచారం జరుగుతుంది. ఉన్నతాధికారులకు అనుమానం రాకుండా..అప్పుడప్పుడూ తూతూ మంత్రంగా కేసులు నమోదు చేస్తూ..పెద్ద ఎత్తున కలపను పక్క జిల్లాలకు దాటిస్తున్నట్లు సమాచారం.కొన్ని చెట్లకోసం అనుమతి తీసుకుంటున్న సదరు వ్యక్తులు విలువైన కర్రను అందులో ఉపయోగిస్తున్నారని <box>881 1204 1183 1323</box>
color-registration-dot <box>1445 2319 1460 2334</box>
protest-photo <box>63 1758 398 1925</box>
